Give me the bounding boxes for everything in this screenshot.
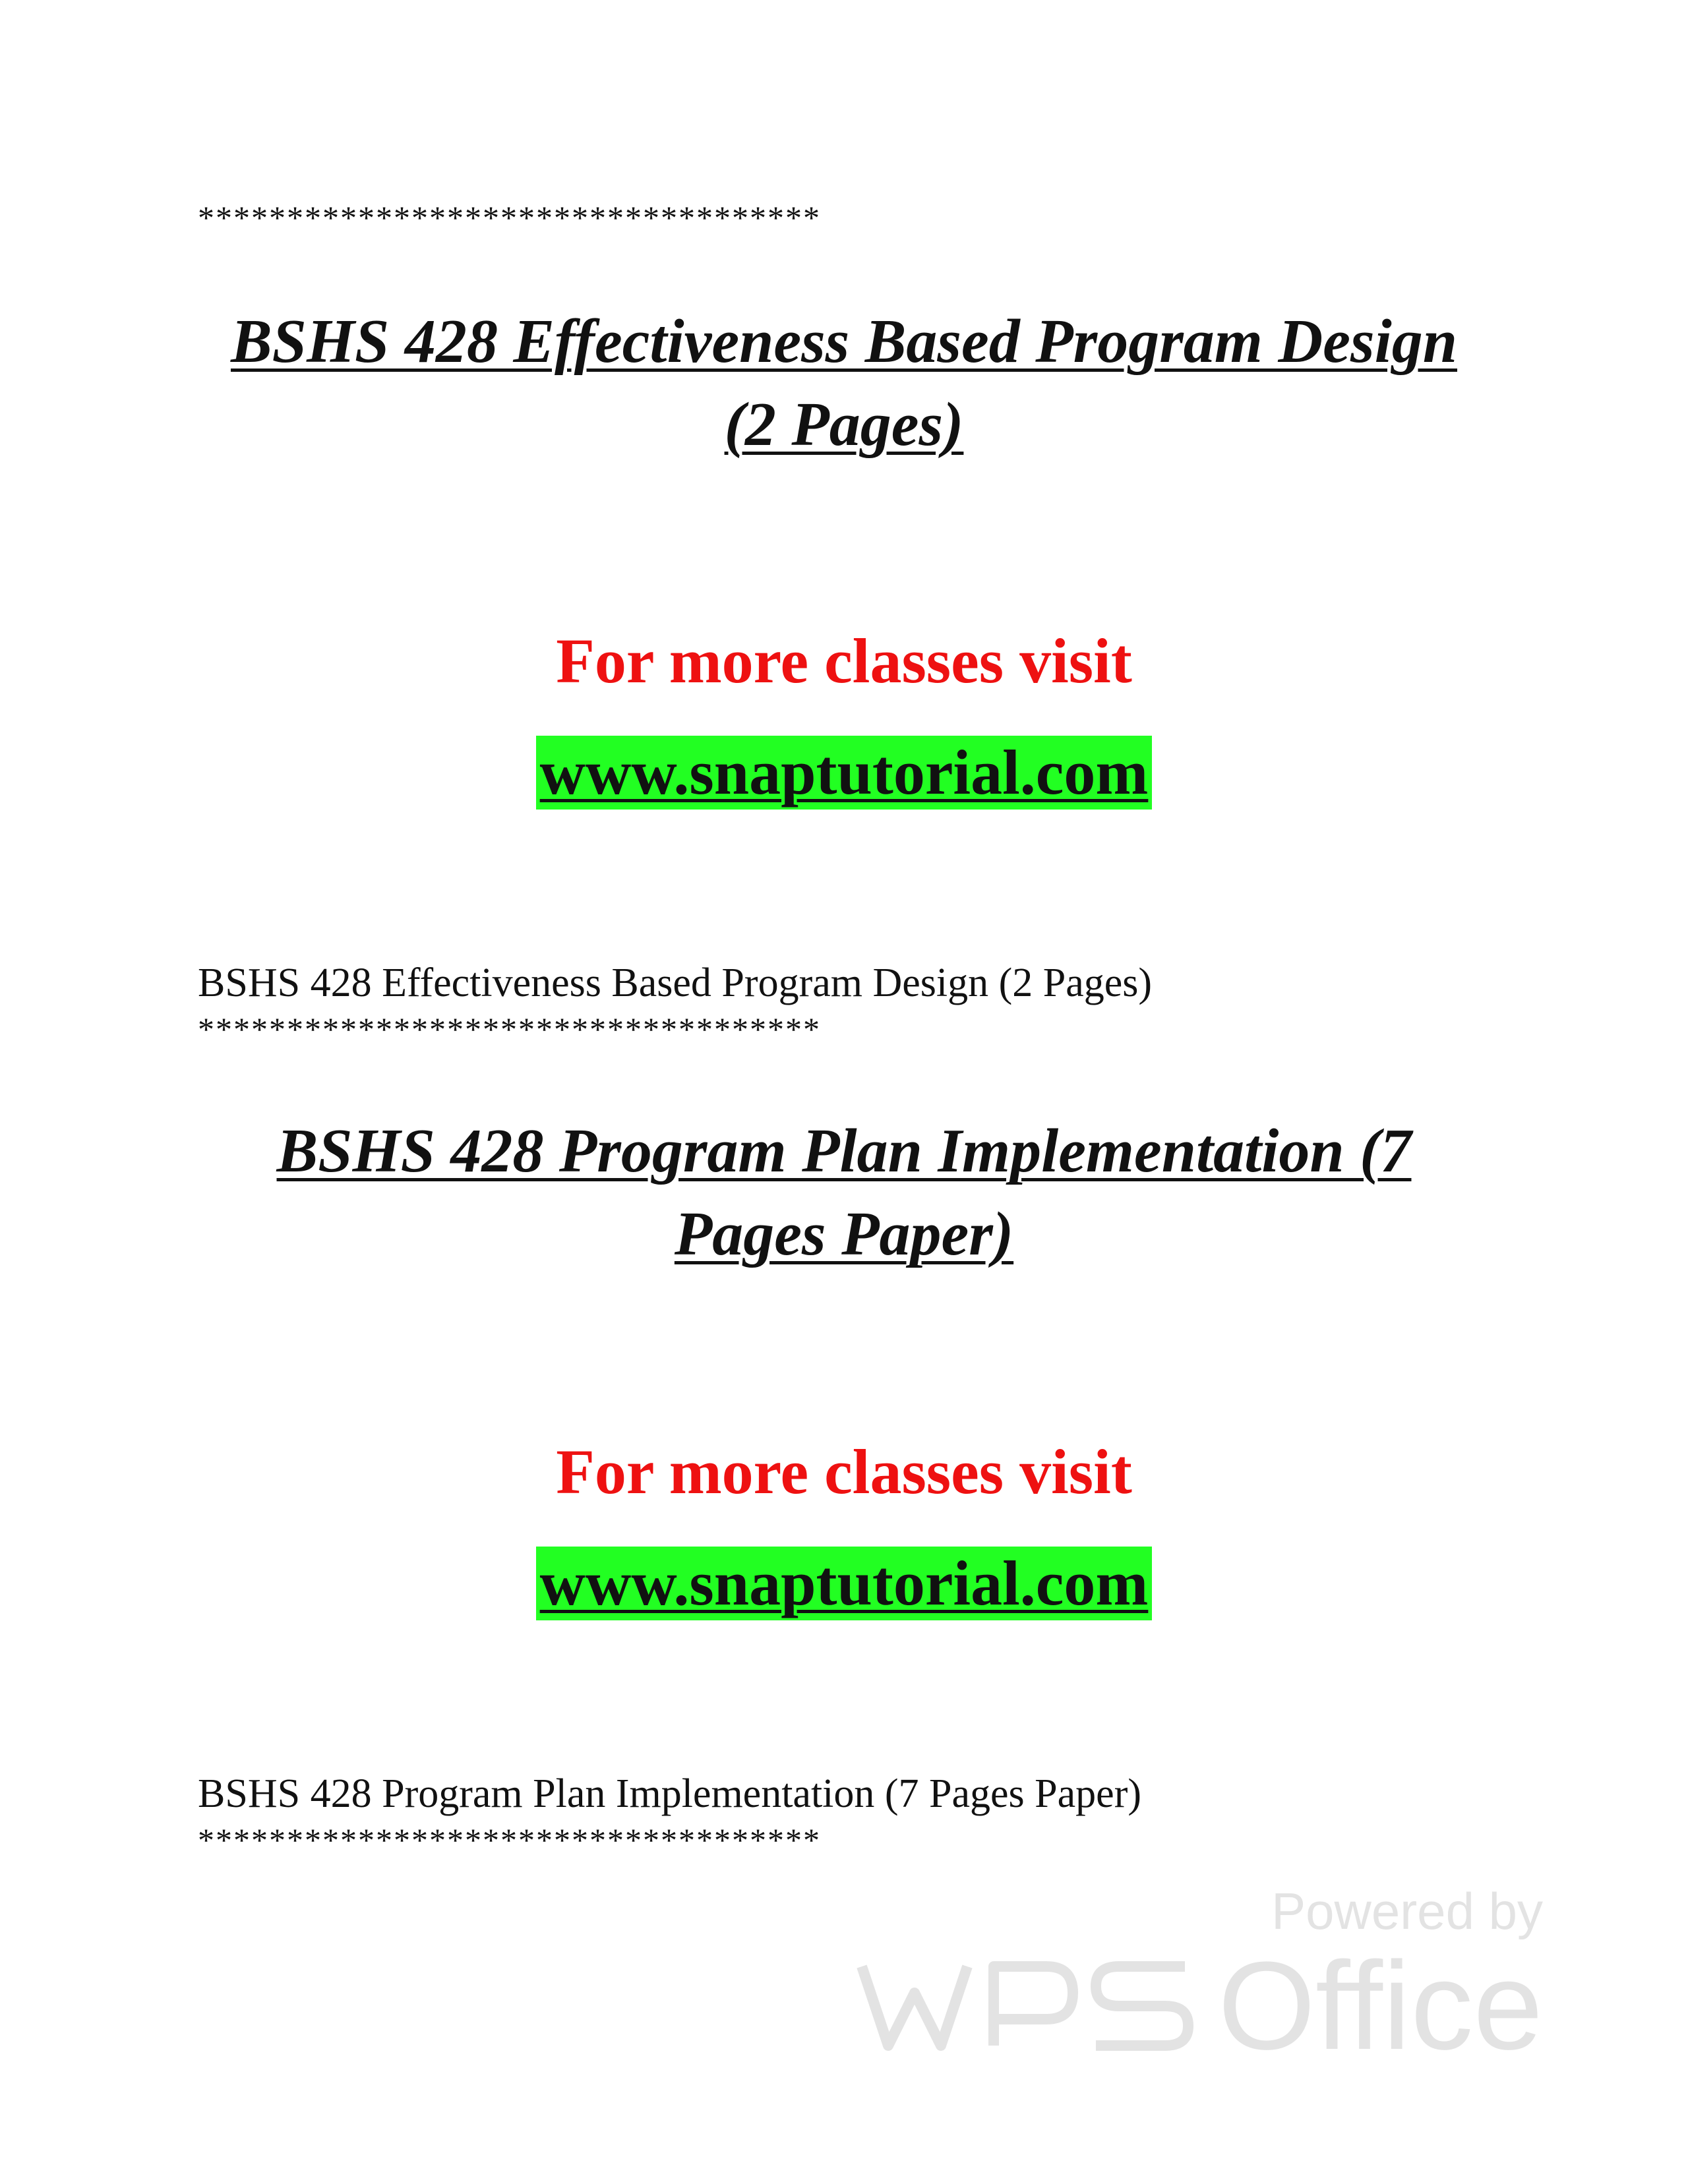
watermark-powered-by: Powered by (1271, 1882, 1543, 1940)
section2-visit-text: For more classes visit (556, 1436, 1132, 1507)
section1-heading-line2: (2 Pages) (724, 390, 964, 459)
section2-link-wrap (0, 1547, 1688, 1620)
separator-middle: *********************************** (198, 1011, 821, 1048)
section1-heading-line1: BSHS 428 Effectiveness Based Program Design (230, 307, 1458, 376)
section2-plain-title: BSHS 428 Program Plan Implementation (7 Pages Paper) (198, 1771, 1141, 1816)
watermark-office-word: Office (1218, 1936, 1543, 2076)
section1-heading (198, 300, 1490, 466)
section2-heading-line2: Pages Paper) (674, 1200, 1014, 1268)
separator-bottom: *********************************** (198, 1821, 821, 1858)
separator-top: *********************************** (198, 199, 821, 236)
wps-office-watermark (855, 1882, 1543, 2076)
section2-heading-line1: BSHS 428 Program Plan Implementation (7 (276, 1117, 1412, 1185)
wps-logo-icon (855, 1953, 1198, 2059)
section1-visit-text: For more classes visit (556, 626, 1132, 696)
section1-link-wrap (0, 736, 1688, 810)
section2-website-link[interactable]: www.snaptutorial.com (536, 1547, 1153, 1620)
section1-website-link[interactable]: www.snaptutorial.com (536, 736, 1153, 810)
watermark-logo-row (855, 1936, 1543, 2076)
section2-heading (198, 1109, 1490, 1276)
section1-plain-title: BSHS 428 Effectiveness Based Program Design (2 Pages) (198, 960, 1153, 1005)
